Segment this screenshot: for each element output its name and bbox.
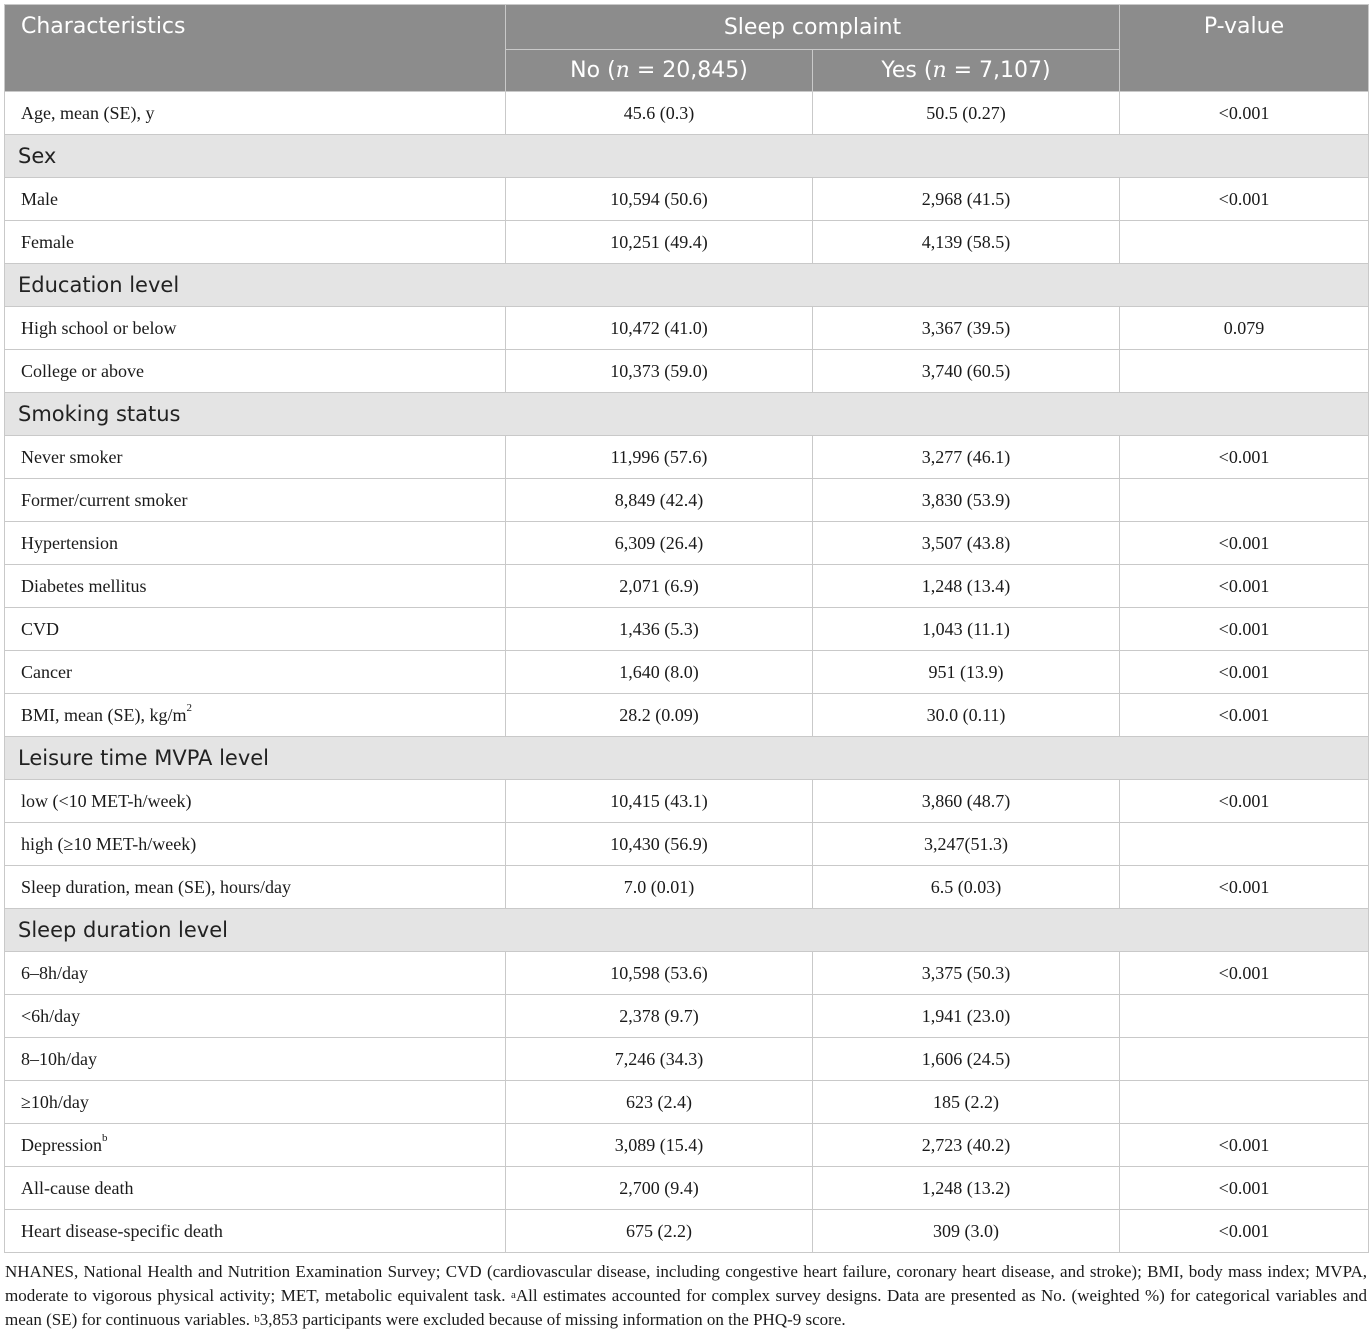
p-value [1120, 1081, 1369, 1124]
value-no-complaint: 1,640 (8.0) [506, 651, 813, 694]
table-body [5, 92, 1369, 1253]
value-complaint: 1,941 (23.0) [813, 995, 1120, 1038]
row-label-text: Cancer [21, 661, 72, 682]
value-no-complaint: 3,089 (15.4) [506, 1124, 813, 1167]
value-no-complaint: 7.0 (0.01) [506, 866, 813, 909]
header-no-suffix: = 20,845) [629, 58, 748, 83]
value-complaint: 3,740 (60.5) [813, 350, 1120, 393]
section-row [5, 909, 1369, 952]
p-value: <0.001 [1120, 178, 1369, 221]
p-value [1120, 823, 1369, 866]
table-container [4, 4, 1368, 1332]
footnote-marker-b: b [254, 1313, 260, 1325]
row-label [5, 866, 506, 909]
row-label [5, 1210, 506, 1253]
row-label-text: High school or below [21, 317, 177, 338]
p-value [1120, 995, 1369, 1038]
row-label [5, 221, 506, 264]
table-row [5, 823, 1369, 866]
header-yes-n: n [932, 58, 947, 83]
footnote-marker-a: a [510, 1289, 516, 1301]
header-sleep-complaint: Sleep complaint [506, 5, 1120, 50]
table-row [5, 307, 1369, 350]
p-value [1120, 350, 1369, 393]
value-complaint: 309 (3.0) [813, 1210, 1120, 1253]
p-value: <0.001 [1120, 651, 1369, 694]
value-complaint: 2,968 (41.5) [813, 178, 1120, 221]
value-complaint: 6.5 (0.03) [813, 866, 1120, 909]
section-row [5, 264, 1369, 307]
section-label: Sex [5, 135, 1369, 178]
characteristics-table [4, 4, 1369, 1253]
value-complaint: 3,860 (48.7) [813, 780, 1120, 823]
value-no-complaint: 10,430 (56.9) [506, 823, 813, 866]
value-no-complaint: 10,373 (59.0) [506, 350, 813, 393]
footnote-abbreviations: NHANES, National Health and Nutrition Examination Survey; CVD (cardiovascular disease, including congestive heart failure, coronary heart disease, and stroke); BMI, body mass index; MVPA, moderate to vigorous physical activity; MET, metabolic equivalent task. [5, 1262, 1367, 1305]
p-value: <0.001 [1120, 565, 1369, 608]
table-row [5, 866, 1369, 909]
p-value: <0.001 [1120, 1124, 1369, 1167]
value-no-complaint: 675 (2.2) [506, 1210, 813, 1253]
table-row [5, 178, 1369, 221]
row-label [5, 995, 506, 1038]
p-value: <0.001 [1120, 780, 1369, 823]
table-row [5, 1081, 1369, 1124]
row-label [5, 780, 506, 823]
value-no-complaint: 6,309 (26.4) [506, 522, 813, 565]
header-yes [813, 50, 1120, 92]
header-p-value: P-value [1120, 5, 1369, 92]
value-no-complaint: 10,415 (43.1) [506, 780, 813, 823]
section-row [5, 135, 1369, 178]
p-value: <0.001 [1120, 436, 1369, 479]
row-label-text: All-cause death [21, 1177, 134, 1198]
row-label [5, 565, 506, 608]
row-label [5, 1081, 506, 1124]
value-no-complaint: 623 (2.4) [506, 1081, 813, 1124]
table-row [5, 780, 1369, 823]
value-no-complaint: 45.6 (0.3) [506, 92, 813, 135]
value-complaint: 4,139 (58.5) [813, 221, 1120, 264]
value-no-complaint: 11,996 (57.6) [506, 436, 813, 479]
table-row [5, 1167, 1369, 1210]
row-label-text: Depression [21, 1134, 102, 1155]
row-label-text: Diabetes mellitus [21, 575, 147, 596]
table-row [5, 1210, 1369, 1253]
row-label-text: Female [21, 231, 74, 252]
value-no-complaint: 8,849 (42.4) [506, 479, 813, 522]
footnote-b-text: 3,853 participants were excluded because of missing information on the PHQ-9 score. [259, 1310, 846, 1329]
p-value: <0.001 [1120, 522, 1369, 565]
header-characteristics: Characteristics [5, 5, 506, 92]
p-value: <0.001 [1120, 608, 1369, 651]
row-label [5, 952, 506, 995]
table-row [5, 694, 1369, 737]
value-no-complaint: 10,594 (50.6) [506, 178, 813, 221]
table-row [5, 565, 1369, 608]
p-value [1120, 221, 1369, 264]
row-label-text: 6–8h/day [21, 962, 88, 983]
table-footnote [4, 1260, 1368, 1332]
row-label [5, 307, 506, 350]
section-row [5, 737, 1369, 780]
row-label-superscript: 2 [186, 701, 192, 714]
p-value: <0.001 [1120, 694, 1369, 737]
row-label-text: Male [21, 188, 58, 209]
value-no-complaint: 10,598 (53.6) [506, 952, 813, 995]
p-value: <0.001 [1120, 952, 1369, 995]
value-complaint: 3,830 (53.9) [813, 479, 1120, 522]
value-complaint: 951 (13.9) [813, 651, 1120, 694]
row-label [5, 694, 506, 737]
row-label [5, 1167, 506, 1210]
header-no-n: n [615, 58, 630, 83]
row-label-superscript: b [101, 1131, 108, 1144]
table-row [5, 952, 1369, 995]
row-label [5, 178, 506, 221]
table-row [5, 1124, 1369, 1167]
table-header [5, 5, 1369, 92]
value-no-complaint: 2,378 (9.7) [506, 995, 813, 1038]
row-label-text: <6h/day [21, 1005, 81, 1026]
table-row [5, 522, 1369, 565]
table-row [5, 995, 1369, 1038]
value-no-complaint: 2,700 (9.4) [506, 1167, 813, 1210]
section-label: Smoking status [5, 393, 1369, 436]
table-row [5, 221, 1369, 264]
table-row [5, 350, 1369, 393]
value-complaint: 30.0 (0.11) [813, 694, 1120, 737]
p-value: <0.001 [1120, 1167, 1369, 1210]
p-value: <0.001 [1120, 92, 1369, 135]
value-complaint: 1,043 (11.1) [813, 608, 1120, 651]
section-label: Leisure time MVPA level [5, 737, 1369, 780]
row-label [5, 479, 506, 522]
table-row [5, 608, 1369, 651]
section-row [5, 393, 1369, 436]
row-label-text: CVD [21, 618, 60, 639]
p-value [1120, 1038, 1369, 1081]
row-label-text: Heart disease-specific death [21, 1220, 223, 1241]
row-label-text: 8–10h/day [21, 1048, 97, 1069]
row-label [5, 436, 506, 479]
value-complaint: 1,606 (24.5) [813, 1038, 1120, 1081]
table-row [5, 436, 1369, 479]
row-label [5, 651, 506, 694]
p-value [1120, 479, 1369, 522]
value-complaint: 50.5 (0.27) [813, 92, 1120, 135]
row-label-text: high (≥10 MET-h/week) [21, 833, 197, 854]
p-value: 0.079 [1120, 307, 1369, 350]
header-no-prefix: No ( [570, 58, 616, 83]
row-label [5, 92, 506, 135]
row-label-text: Former/current smoker [21, 489, 188, 510]
row-label [5, 608, 506, 651]
value-no-complaint: 7,246 (34.3) [506, 1038, 813, 1081]
row-label-text: BMI, mean (SE), kg/m [21, 704, 187, 725]
table-row [5, 651, 1369, 694]
header-yes-suffix: = 7,107) [946, 58, 1051, 83]
value-no-complaint: 1,436 (5.3) [506, 608, 813, 651]
value-complaint: 2,723 (40.2) [813, 1124, 1120, 1167]
table-row [5, 92, 1369, 135]
value-no-complaint: 28.2 (0.09) [506, 694, 813, 737]
value-no-complaint: 10,251 (49.4) [506, 221, 813, 264]
row-label-text: low (<10 MET-h/week) [21, 790, 192, 811]
row-label [5, 522, 506, 565]
row-label [5, 823, 506, 866]
row-label [5, 1038, 506, 1081]
value-complaint: 1,248 (13.2) [813, 1167, 1120, 1210]
row-label-text: College or above [21, 360, 144, 381]
section-label: Sleep duration level [5, 909, 1369, 952]
value-complaint: 3,367 (39.5) [813, 307, 1120, 350]
row-label [5, 350, 506, 393]
row-label-text: Never smoker [21, 446, 123, 467]
value-complaint: 185 (2.2) [813, 1081, 1120, 1124]
table-row [5, 1038, 1369, 1081]
value-complaint: 3,375 (50.3) [813, 952, 1120, 995]
value-complaint: 3,247(51.3) [813, 823, 1120, 866]
header-no [506, 50, 813, 92]
value-complaint: 3,277 (46.1) [813, 436, 1120, 479]
value-complaint: 3,507 (43.8) [813, 522, 1120, 565]
header-yes-prefix: Yes ( [881, 58, 933, 83]
row-label-text: ≥10h/day [21, 1091, 89, 1112]
p-value: <0.001 [1120, 866, 1369, 909]
row-label-text: Age, mean (SE), y [21, 102, 155, 123]
table-row [5, 479, 1369, 522]
footnote-a-text: All estimates accounted for complex survey designs. Data are presented as No. (weighted %) for categorical variables and mean (SE) for continuous variables. [5, 1286, 1367, 1329]
value-no-complaint: 10,472 (41.0) [506, 307, 813, 350]
value-complaint: 1,248 (13.4) [813, 565, 1120, 608]
row-label [5, 1124, 506, 1167]
row-label-text: Hypertension [21, 532, 118, 553]
p-value: <0.001 [1120, 1210, 1369, 1253]
row-label-text: Sleep duration, mean (SE), hours/day [21, 876, 291, 897]
section-label: Education level [5, 264, 1369, 307]
value-no-complaint: 2,071 (6.9) [506, 565, 813, 608]
